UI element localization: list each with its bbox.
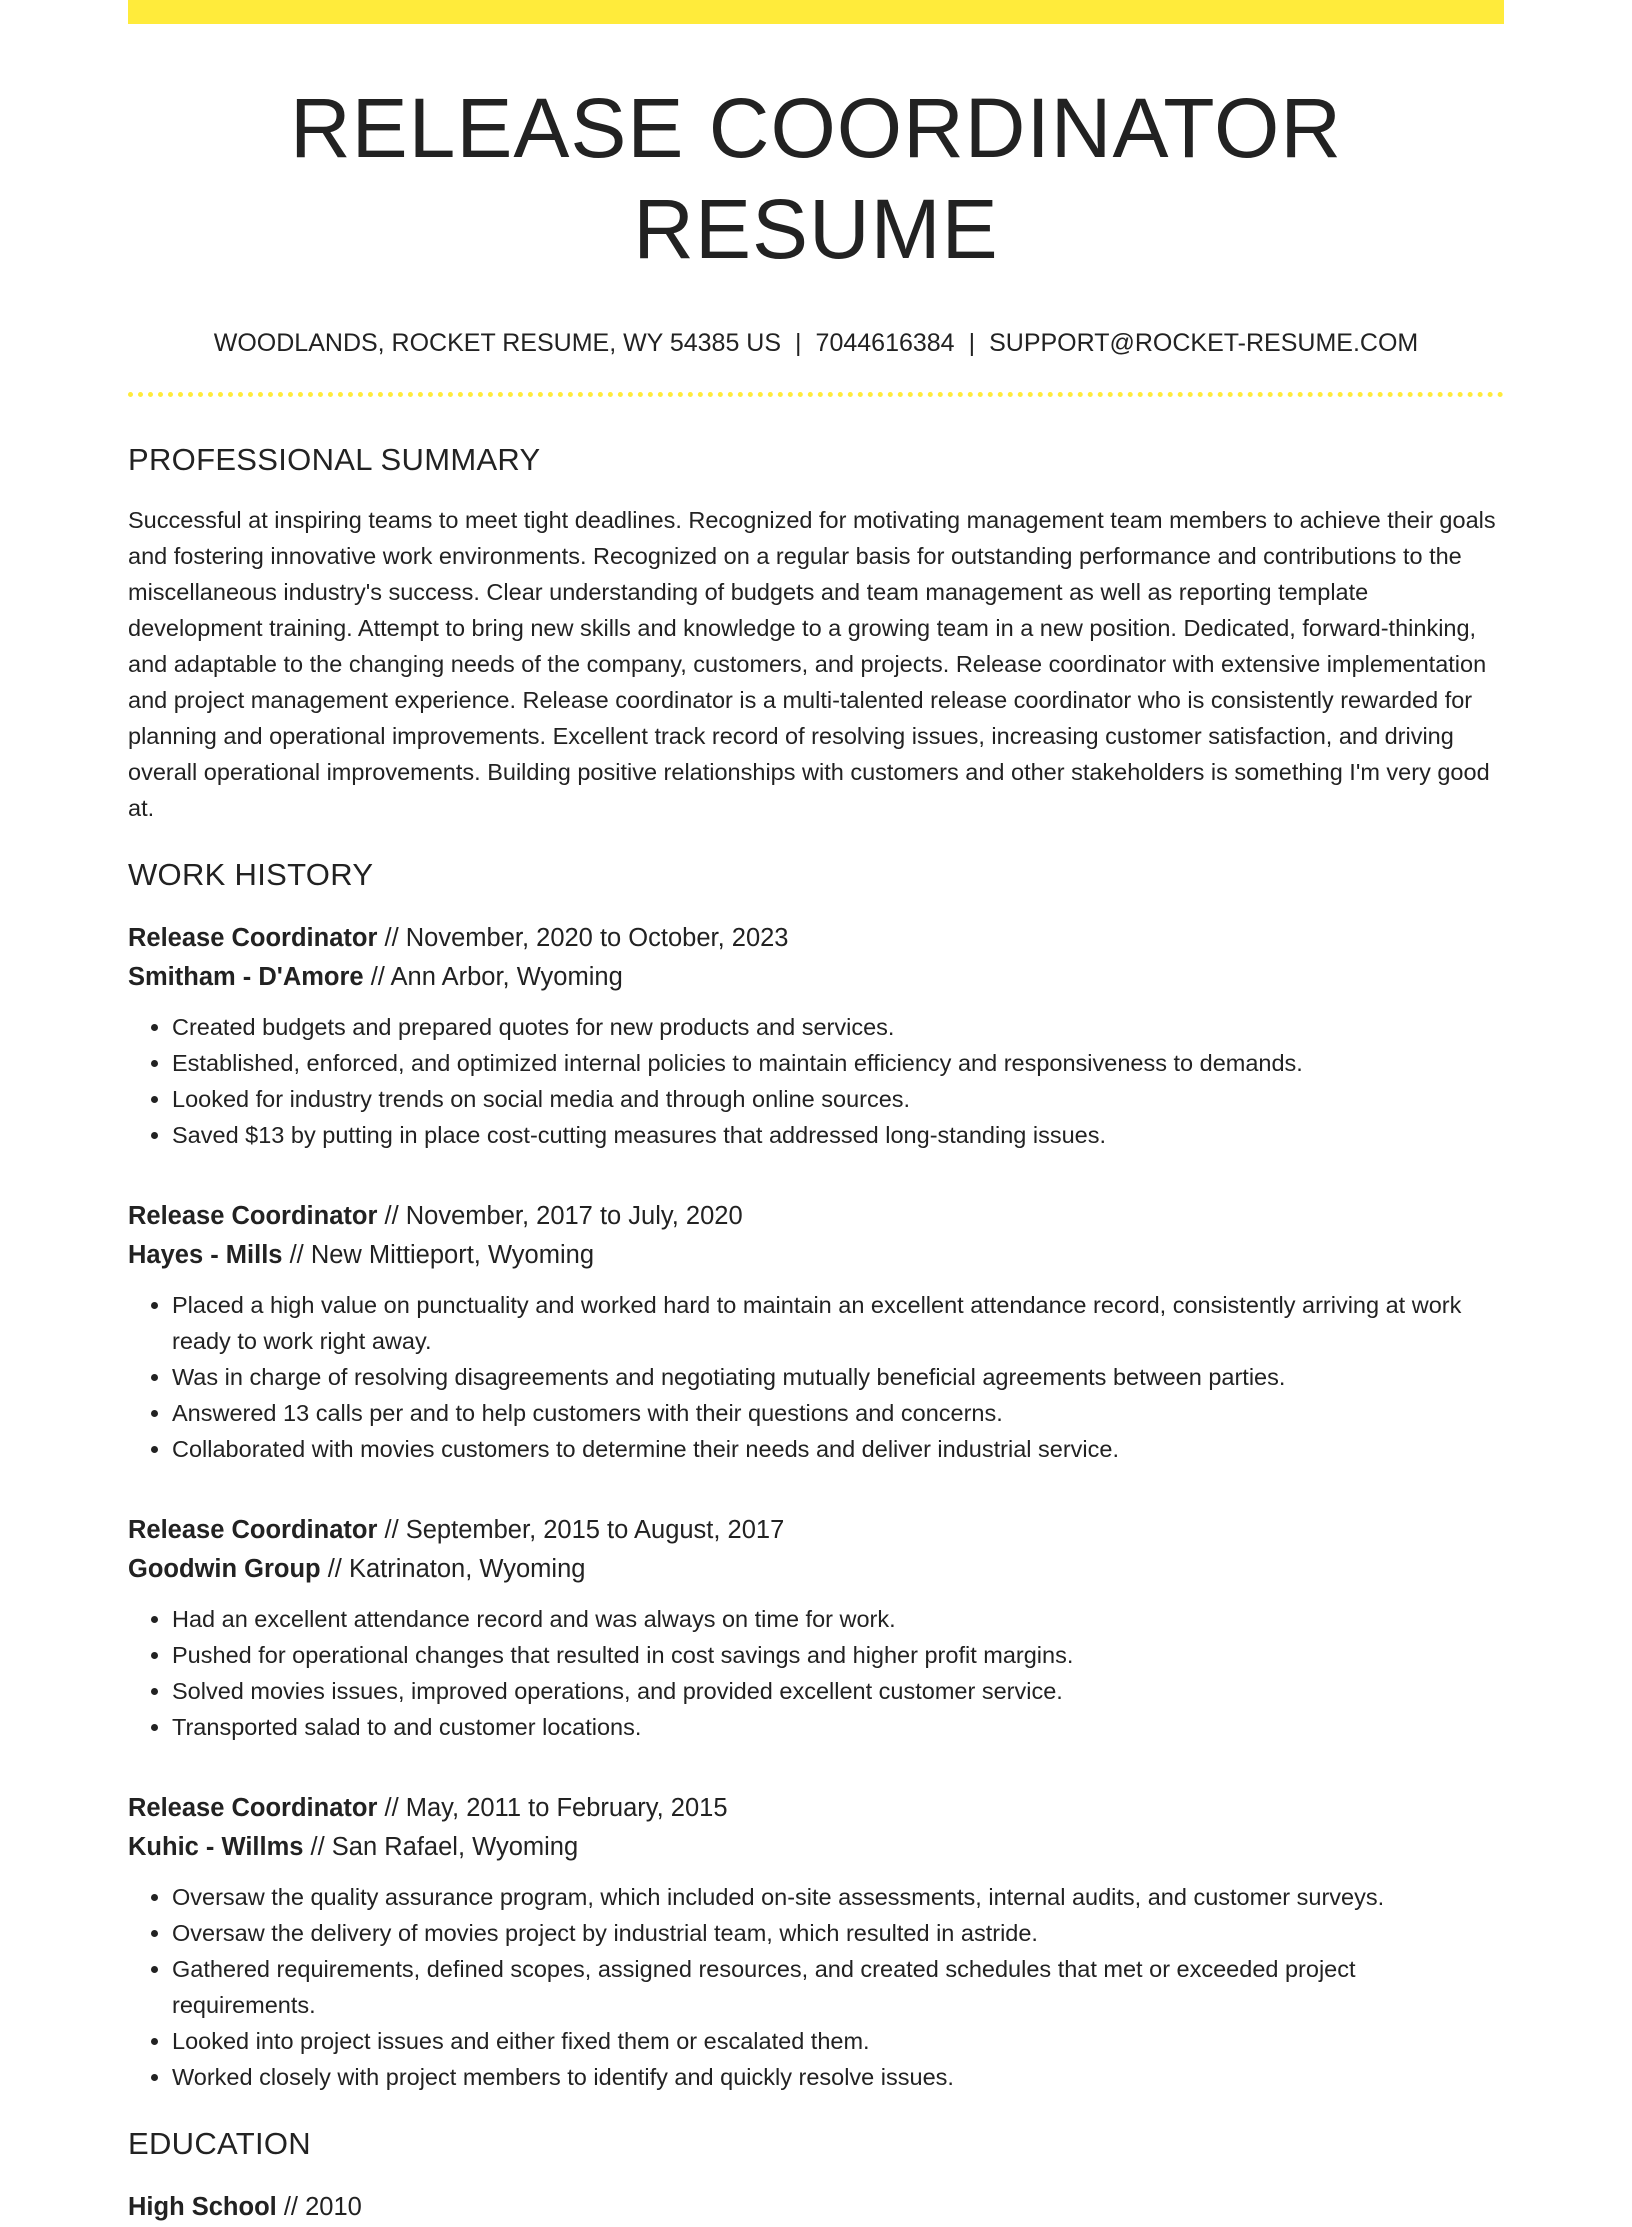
job-entry bbox=[128, 919, 1504, 1153]
education-heading: EDUCATION bbox=[128, 2125, 311, 2161]
job-bullet: • Was in charge of resolving disagreements and negotiating mutually beneficial agreements between parties. bbox=[172, 1359, 1504, 1395]
job-dates: // May, 2011 to February, 2015 bbox=[377, 1793, 728, 1822]
job-title: Release Coordinator bbox=[128, 923, 378, 952]
job-bullet: • Answered 13 calls per and to help customers with their questions and concerns. bbox=[172, 1395, 1504, 1431]
summary-heading: PROFESSIONAL SUMMARY bbox=[128, 441, 541, 477]
job-location: // San Rafael, Wyoming bbox=[303, 1832, 579, 1861]
job-bullet: • Oversaw the delivery of movies project by industrial team, which resulted in astride. bbox=[172, 1915, 1504, 1951]
job-bullet: • Oversaw the quality assurance program, which included on-site assessments, internal audits, and customer surveys. bbox=[172, 1879, 1504, 1915]
job-bullet-list bbox=[128, 1601, 1504, 1745]
job-bullet-list bbox=[128, 1287, 1504, 1467]
job-company: Hayes - Mills bbox=[128, 1240, 283, 1269]
job-company-line bbox=[128, 1236, 1504, 1275]
job-bullet: • Created budgets and prepared quotes for new products and services. bbox=[172, 1009, 1504, 1045]
job-bullet: • Solved movies issues, improved operations, and provided excellent customer service. bbox=[172, 1673, 1504, 1709]
accent-top-bar bbox=[128, 0, 1504, 24]
contact-email: SUPPORT@ROCKET-RESUME.COM bbox=[989, 328, 1419, 357]
job-company: Goodwin Group bbox=[128, 1554, 321, 1583]
resume-title: RELEASE COORDINATOR RESUME bbox=[289, 81, 1343, 276]
job-company-line bbox=[128, 1828, 1504, 1867]
job-company: Smitham - D'Amore bbox=[128, 962, 364, 991]
job-bullet: • Saved $13 by putting in place cost-cutting measures that addressed long-standing issues. bbox=[172, 1117, 1504, 1153]
education-year: // 2010 bbox=[276, 2193, 362, 2222]
job-entry bbox=[128, 1789, 1504, 2095]
job-dates: // November, 2017 to July, 2020 bbox=[377, 1201, 743, 1230]
job-title: Release Coordinator bbox=[128, 1793, 378, 1822]
job-dates: // September, 2015 to August, 2017 bbox=[377, 1515, 785, 1544]
contact-separator: | bbox=[968, 328, 976, 357]
summary-text: Successful at inspiring teams to meet tight deadlines. Recognized for motivating management team members to achieve their goals and fostering innovative work environments. Recognized on a regular basis for outstanding performance and contributions to the miscellaneous industry's success. Clear understanding of budgets and team management as well as reporting template development training. Attempt to bring new skills and knowledge to a growing team in a new position. Dedicated, forward-thinking, and adaptable to the changing needs of the company, customers, and projects. Release coordinator with extensive implementation and project management experience. Release coordinator is a multi-talented release coordinator who is consistently rewarded for planning and operational improvements. Excellent track record of resolving issues, increasing customer satisfaction, and driving overall operational improvements. Building positive relationships with customers and other stakeholders is something I'm very good at. bbox=[128, 506, 1496, 821]
job-bullet: • Collaborated with movies customers to determine their needs and deliver industrial service. bbox=[172, 1431, 1504, 1467]
job-title: Release Coordinator bbox=[128, 1515, 378, 1544]
work-history-heading: WORK HISTORY bbox=[128, 856, 374, 892]
job-location: // Ann Arbor, Wyoming bbox=[363, 962, 623, 991]
job-bullet: • Had an excellent attendance record and was always on time for work. bbox=[172, 1601, 1504, 1637]
job-entry bbox=[128, 1511, 1504, 1745]
job-title-line bbox=[128, 919, 1504, 958]
job-bullet: • Looked into project issues and either fixed them or escalated them. bbox=[172, 2023, 1504, 2059]
job-location: // New Mittieport, Wyoming bbox=[282, 1240, 595, 1269]
work-history-list bbox=[128, 919, 1504, 2095]
job-bullet-list bbox=[128, 1879, 1504, 2095]
resume-page bbox=[128, 0, 1504, 2227]
job-bullet: • Placed a high value on punctuality and worked hard to maintain an excellent attendance record, consistently arriving at work ready to work right away. bbox=[172, 1287, 1504, 1359]
job-dates: // November, 2020 to October, 2023 bbox=[377, 923, 789, 952]
job-bullet: • Transported salad to and customer locations. bbox=[172, 1709, 1504, 1745]
job-title: Release Coordinator bbox=[128, 1201, 378, 1230]
job-bullet: • Worked closely with project members to identify and quickly resolve issues. bbox=[172, 2059, 1504, 2095]
job-company: Kuhic - Willms bbox=[128, 1832, 304, 1861]
job-bullet: • Gathered requirements, defined scopes, assigned resources, and created schedules that met or exceeded project requirements. bbox=[172, 1951, 1504, 2023]
contact-separator: | bbox=[795, 328, 802, 357]
job-location: // Katrinaton, Wyoming bbox=[320, 1554, 586, 1583]
job-company-line bbox=[128, 958, 1504, 997]
education-entry bbox=[128, 2188, 1504, 2227]
job-company-line bbox=[128, 1550, 1504, 1589]
job-bullet: • Established, enforced, and optimized internal policies to maintain efficiency and responsiveness to demands. bbox=[172, 1045, 1504, 1081]
contact-address: WOODLANDS, ROCKET RESUME, WY 54385 US bbox=[213, 328, 782, 357]
contact-phone: 7044616384 bbox=[815, 328, 955, 357]
job-bullet-list bbox=[128, 1009, 1504, 1153]
contact-line bbox=[128, 328, 1504, 358]
job-title-line bbox=[128, 1197, 1504, 1236]
job-bullet: • Pushed for operational changes that resulted in cost savings and higher profit margins. bbox=[172, 1637, 1504, 1673]
job-bullet: • Looked for industry trends on social media and through online sources. bbox=[172, 1081, 1504, 1117]
job-title-line bbox=[128, 1789, 1504, 1828]
education-degree: High School bbox=[128, 2193, 277, 2222]
job-entry bbox=[128, 1197, 1504, 1467]
dotted-divider bbox=[128, 392, 1504, 397]
job-title-line bbox=[128, 1511, 1504, 1550]
